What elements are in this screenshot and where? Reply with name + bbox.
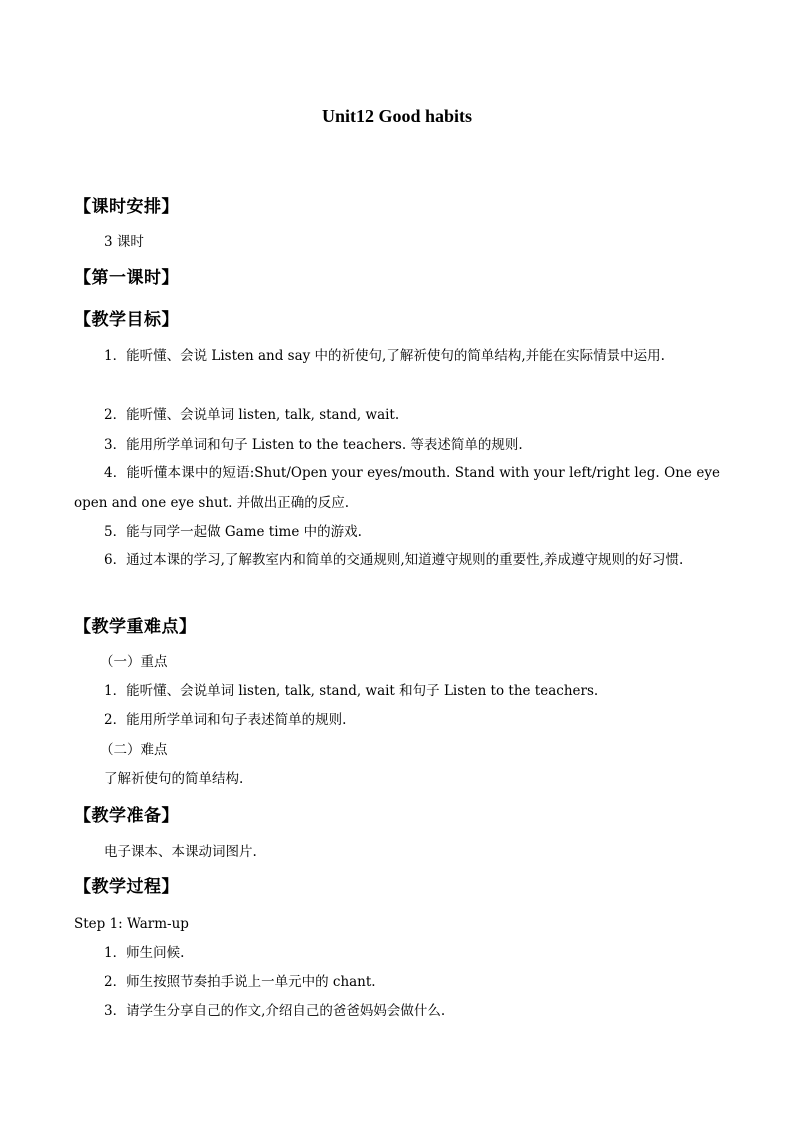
process-item: 3．请学生分享自己的作文,介绍自己的爸爸妈妈会做什么.	[104, 1003, 446, 1019]
objective-item: 6．通过本课的学习,了解教室内和简单的交通规则,知道遵守规则的重要性,养成遵守规则的好习惯.	[104, 552, 684, 568]
preparation-heading: 【教学准备】	[74, 806, 179, 826]
process-heading: 【教学过程】	[74, 877, 179, 897]
objective-item: 3．能用所学单词和句子 Listen to the teachers. 等表述简单的规则.	[104, 437, 523, 453]
objective-item: 5．能与同学一起做 Game time 中的游戏.	[104, 524, 362, 540]
objective-item: 2．能听懂、会说单词 listen, talk, stand, wait.	[104, 407, 400, 423]
focus-item: 1．能听懂、会说单词 listen, talk, stand, wait 和句子 Listen to the teachers.	[104, 683, 599, 699]
difficulty-text: 了解祈使句的简单结构.	[104, 771, 244, 787]
lesson-one-heading: 【第一课时】	[74, 268, 179, 288]
objectives-heading: 【教学目标】	[74, 310, 179, 330]
key-points-heading: 【教学重难点】	[74, 617, 197, 637]
difficulty-label: （二）难点	[100, 742, 168, 758]
focus-label: （一）重点	[100, 654, 168, 670]
focus-item: 2．能用所学单词和句子表述简单的规则.	[104, 712, 347, 728]
process-item: 2．师生按照节奏拍手说上一单元中的 chant.	[104, 974, 376, 990]
document-title: Unit12 Good habits	[321, 106, 473, 126]
step-one-label: Step 1: Warm-up	[74, 916, 189, 932]
preparation-text: 电子课本、本课动词图片.	[104, 844, 257, 860]
objective-item: 4．能听懂本课中的短语:Shut/Open your eyes/mouth. Stand with your left/right leg. One eye open and one eye shut. 并做出正确的反应.	[74, 465, 720, 511]
process-item: 1．师生问候.	[104, 945, 185, 961]
objective-item: 1．能听懂、会说 Listen and say 中的祈使句,了解祈使句的简单结构,并能在实际情景中运用.	[104, 348, 665, 364]
schedule-text: 3 课时	[104, 234, 144, 250]
schedule-heading: 【课时安排】	[74, 197, 179, 217]
